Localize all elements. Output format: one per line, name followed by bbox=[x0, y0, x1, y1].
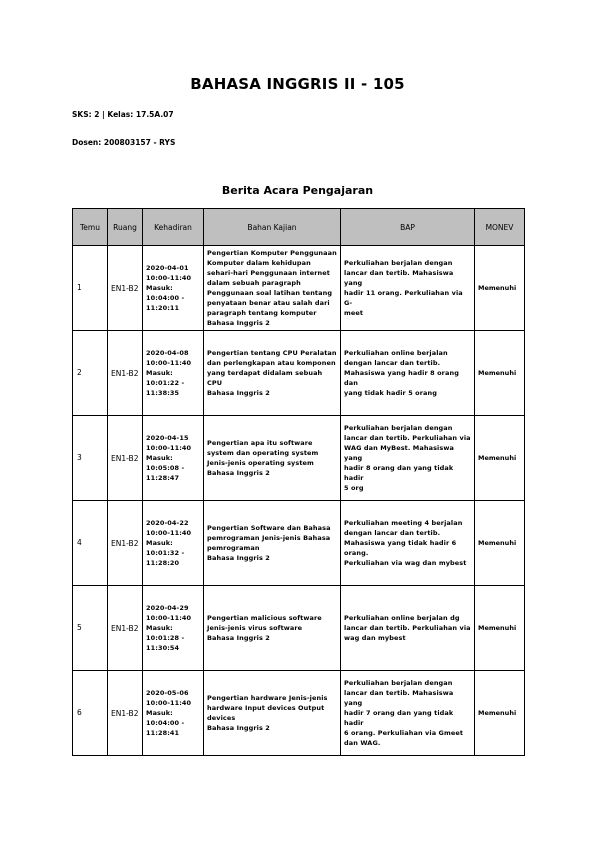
course-info: SKS: 2 | Kelas: 17.5A.07 bbox=[72, 110, 174, 119]
cell-kehadiran-line: 11:28:20 bbox=[146, 559, 180, 567]
cell-bap-line: lancar dan tertib. Mahasiswa yang bbox=[344, 269, 454, 287]
cell-kehadiran-line: 10:01:22 - bbox=[146, 379, 185, 387]
cell-bap bbox=[341, 501, 475, 586]
cell-temu: 5 bbox=[73, 586, 108, 671]
cell-kehadiran-line: Masuk: bbox=[146, 369, 173, 377]
section-title: Berita Acara Pengajaran bbox=[221, 184, 374, 197]
cell-kehadiran-line: 10:01:28 - bbox=[146, 634, 185, 642]
cell-bahan-kajian bbox=[204, 586, 341, 671]
column-header-bahan-kajian: Bahan Kajian bbox=[204, 209, 341, 246]
cell-bahan-kajian-line: CPU bbox=[207, 379, 223, 387]
cell-bahan-kajian-line: yang terdapat didalam sebuah bbox=[207, 369, 323, 377]
cell-monev: Memenuhi bbox=[475, 671, 525, 756]
cell-kehadiran-line: 10:01:32 - bbox=[146, 549, 185, 557]
cell-bap-line: hadir 8 orang dan yang tidak hadir bbox=[344, 464, 454, 482]
table-row bbox=[73, 671, 525, 756]
cell-kehadiran bbox=[143, 501, 204, 586]
cell-kehadiran-line: 11:28:47 bbox=[146, 474, 180, 482]
cell-bahan-kajian-line: system dan operating system bbox=[207, 449, 319, 457]
cell-kehadiran-line: 2020-05-06 bbox=[146, 689, 189, 697]
cell-kehadiran-line: 10:05:08 - bbox=[146, 464, 185, 472]
cell-kehadiran-line: Masuk: bbox=[146, 709, 173, 717]
cell-kehadiran-line: 11:28:41 bbox=[146, 729, 180, 737]
cell-bahan-kajian-line: Pengertian hardware Jenis-jenis bbox=[207, 694, 328, 702]
cell-kehadiran bbox=[143, 331, 204, 416]
column-header-ruang: Ruang bbox=[108, 209, 143, 246]
cell-bap-line: wag dan mybest bbox=[344, 634, 406, 642]
cell-ruang: EN1-B2 bbox=[108, 671, 143, 756]
lecturer-info: Dosen: 200803157 - RYS bbox=[72, 138, 176, 147]
cell-bahan-kajian-line: pemrograman bbox=[207, 544, 260, 552]
cell-bap-line: WAG dan MyBest. Mahasiswa yang bbox=[344, 444, 454, 462]
cell-temu: 4 bbox=[73, 501, 108, 586]
column-header-kehadiran: Kehadiran bbox=[143, 209, 204, 246]
cell-bahan-kajian-line: Pengertian apa itu software bbox=[207, 439, 313, 447]
cell-bahan-kajian-line: Bahasa Inggris 2 bbox=[207, 469, 270, 477]
cell-bap-line: lancar dan tertib. Mahasiswa yang bbox=[344, 689, 454, 707]
cell-kehadiran-line: 2020-04-01 bbox=[146, 264, 189, 272]
page-title: BAHASA INGGRIS II - 105 bbox=[190, 75, 405, 93]
cell-bap bbox=[341, 586, 475, 671]
cell-ruang: EN1-B2 bbox=[108, 416, 143, 501]
cell-bahan-kajian-line: devices bbox=[207, 714, 236, 722]
cell-bahan-kajian-line: dan perlengkapan atau komponen bbox=[207, 359, 336, 367]
cell-kehadiran bbox=[143, 586, 204, 671]
table-row bbox=[73, 586, 525, 671]
cell-bahan-kajian-line: Bahasa Inggris 2 bbox=[207, 319, 270, 327]
cell-ruang: EN1-B2 bbox=[108, 501, 143, 586]
cell-bap-line: dengan lancar dan tertib. bbox=[344, 529, 441, 537]
column-header-temu: Temu bbox=[73, 209, 108, 246]
cell-bahan-kajian bbox=[204, 416, 341, 501]
cell-bahan-kajian-line: Pengertian malicious software bbox=[207, 614, 322, 622]
cell-bap-line: lancar dan tertib. Perkuliahan via bbox=[344, 434, 471, 442]
cell-bahan-kajian-line: Bahasa Inggris 2 bbox=[207, 554, 270, 562]
table-row bbox=[73, 246, 525, 331]
cell-bap-line: Perkuliahan online berjalan dg bbox=[344, 614, 460, 622]
cell-kehadiran-line: Masuk: bbox=[146, 454, 173, 462]
cell-bahan-kajian-line: Jenis-jenis operating system bbox=[207, 459, 314, 467]
cell-bahan-kajian-line: Bahasa Inggris 2 bbox=[207, 634, 270, 642]
cell-kehadiran bbox=[143, 246, 204, 331]
cell-bahan-kajian bbox=[204, 246, 341, 331]
cell-kehadiran-line: Masuk: bbox=[146, 624, 173, 632]
cell-bap-line: dan WAG. bbox=[344, 739, 381, 747]
cell-kehadiran-line: 2020-04-22 bbox=[146, 519, 189, 527]
cell-bahan-kajian-line: dalam sebuah paragraph bbox=[207, 279, 301, 287]
cell-bahan-kajian bbox=[204, 671, 341, 756]
cell-temu: 3 bbox=[73, 416, 108, 501]
cell-bap-line: Perkuliahan berjalan dengan bbox=[344, 679, 453, 687]
cell-kehadiran-line: 10:00-11:40 bbox=[146, 699, 192, 707]
cell-bap-line: Perkuliahan online berjalan bbox=[344, 349, 448, 357]
cell-bap-line: Perkuliahan berjalan dengan bbox=[344, 259, 453, 267]
cell-bahan-kajian-line: Bahasa Inggris 2 bbox=[207, 724, 270, 732]
cell-bahan-kajian-line: Jenis-jenis virus software bbox=[207, 624, 303, 632]
cell-bahan-kajian-line: Komputer dalam kehidupan bbox=[207, 259, 311, 267]
cell-bap-line: yang tidak hadir 5 orang bbox=[344, 389, 438, 397]
cell-bahan-kajian-line: penyataan benar atau salah dari bbox=[207, 299, 330, 307]
cell-bap-line: Mahasiswa yang hadir 8 orang dan bbox=[344, 369, 459, 387]
cell-bahan-kajian bbox=[204, 331, 341, 416]
column-header-bap: BAP bbox=[341, 209, 475, 246]
cell-bap-line: 6 orang. Perkuliahan via Gmeet bbox=[344, 729, 464, 737]
cell-bahan-kajian-line: Pengertian Komputer Penggunaan bbox=[207, 249, 337, 257]
cell-bahan-kajian-line: Pengertian tentang CPU Peralatan bbox=[207, 349, 337, 357]
cell-monev: Memenuhi bbox=[475, 586, 525, 671]
cell-kehadiran-line: 2020-04-15 bbox=[146, 434, 189, 442]
cell-temu: 6 bbox=[73, 671, 108, 756]
cell-monev: Memenuhi bbox=[475, 501, 525, 586]
cell-kehadiran-line: Masuk: bbox=[146, 284, 173, 292]
cell-bap bbox=[341, 331, 475, 416]
cell-kehadiran-line: 10:00-11:40 bbox=[146, 274, 192, 282]
cell-kehadiran-line: Masuk: bbox=[146, 539, 173, 547]
cell-kehadiran-line: 11:38:35 bbox=[146, 389, 180, 397]
cell-kehadiran-line: 10:00-11:40 bbox=[146, 614, 192, 622]
cell-bahan-kajian-line: sehari-hari Penggunaan internet bbox=[207, 269, 330, 277]
cell-ruang: EN1-B2 bbox=[108, 331, 143, 416]
cell-monev: Memenuhi bbox=[475, 246, 525, 331]
cell-kehadiran-line: 11:30:54 bbox=[146, 644, 180, 652]
cell-kehadiran-line: 10:00-11:40 bbox=[146, 444, 192, 452]
cell-bap-line: hadir 7 orang dan yang tidak hadir bbox=[344, 709, 454, 727]
cell-bap-line: Perkuliahan via wag dan mybest bbox=[344, 559, 467, 567]
cell-bahan-kajian-line: Penggunaan soal latihan tentang bbox=[207, 289, 333, 297]
cell-bap-line: 5 org bbox=[344, 484, 364, 492]
cell-temu: 2 bbox=[73, 331, 108, 416]
cell-kehadiran-line: 2020-04-08 bbox=[146, 349, 189, 357]
table-row bbox=[73, 331, 525, 416]
cell-bap-line: Perkuliahan berjalan dengan bbox=[344, 424, 453, 432]
cell-ruang: EN1-B2 bbox=[108, 246, 143, 331]
cell-bahan-kajian-line: pemrograman Jenis-jenis Bahasa bbox=[207, 534, 331, 542]
cell-kehadiran-line: 10:00-11:40 bbox=[146, 359, 192, 367]
cell-monev: Memenuhi bbox=[475, 416, 525, 501]
cell-bap-line: lancar dan tertib. Perkuliahan via bbox=[344, 624, 471, 632]
cell-kehadiran-line: 10:04:00 - bbox=[146, 294, 185, 302]
cell-bap-line: meet bbox=[344, 309, 364, 317]
cell-kehadiran-line: 11:20:11 bbox=[146, 304, 180, 312]
cell-temu: 1 bbox=[73, 246, 108, 331]
column-header-monev: MONEV bbox=[475, 209, 525, 246]
table-header-row bbox=[73, 209, 525, 246]
cell-kehadiran bbox=[143, 671, 204, 756]
cell-monev: Memenuhi bbox=[475, 331, 525, 416]
cell-bap-line: hadir 11 orang. Perkuliahan via G- bbox=[344, 289, 463, 307]
cell-bahan-kajian-line: Pengertian Software dan Bahasa bbox=[207, 524, 331, 532]
cell-bap bbox=[341, 416, 475, 501]
cell-bap bbox=[341, 671, 475, 756]
cell-bap-line: dengan lancar dan tertib. bbox=[344, 359, 441, 367]
cell-ruang: EN1-B2 bbox=[108, 586, 143, 671]
cell-bap-line: Perkuliahan meeting 4 berjalan bbox=[344, 519, 463, 527]
table-row bbox=[73, 501, 525, 586]
cell-bap-line: Mahasiswa yang tidak hadir 6 orang. bbox=[344, 539, 457, 557]
cell-bahan-kajian-line: Bahasa Inggris 2 bbox=[207, 389, 270, 397]
cell-kehadiran-line: 10:04:00 - bbox=[146, 719, 185, 727]
cell-kehadiran-line: 10:00-11:40 bbox=[146, 529, 192, 537]
cell-kehadiran bbox=[143, 416, 204, 501]
table-row bbox=[73, 416, 525, 501]
cell-bap bbox=[341, 246, 475, 331]
cell-bahan-kajian-line: paragraph tentang komputer bbox=[207, 309, 317, 317]
cell-bahan-kajian-line: hardware Input devices Output bbox=[207, 704, 325, 712]
teaching-record-table bbox=[72, 208, 525, 756]
cell-bahan-kajian bbox=[204, 501, 341, 586]
cell-kehadiran-line: 2020-04-29 bbox=[146, 604, 189, 612]
